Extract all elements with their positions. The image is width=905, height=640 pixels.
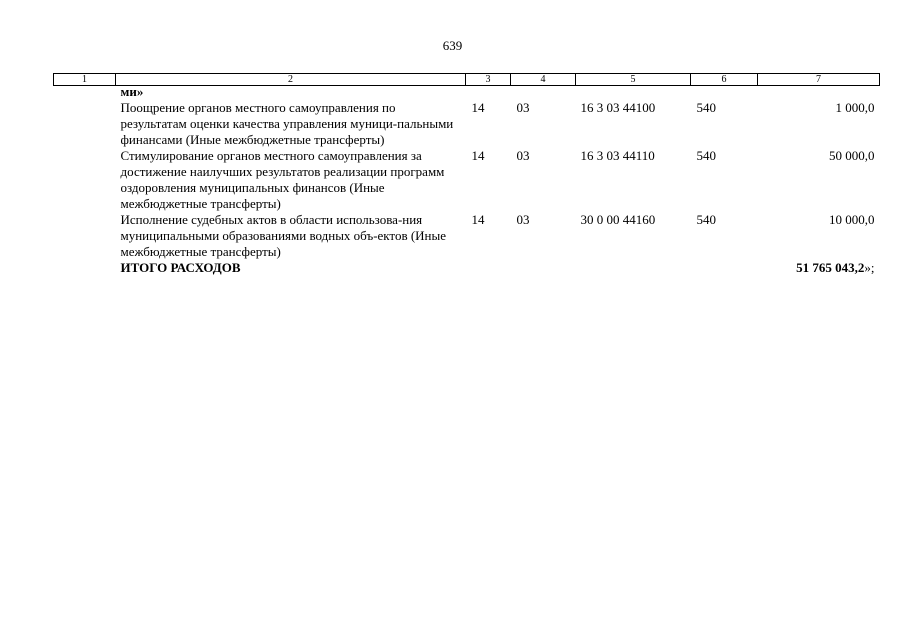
row-rz: 14 — [471, 212, 485, 227]
total-label: ИТОГО РАСХОДОВ — [120, 260, 241, 275]
header-col-6: 6 — [691, 74, 758, 86]
header-col-5: 5 — [576, 74, 691, 86]
continuation-text: ми» — [120, 84, 144, 99]
row-amount: 10 000,0 — [829, 212, 875, 227]
total-suffix: »; — [864, 260, 875, 275]
total-row — [54, 260, 880, 276]
row-csr: 16 3 03 44110 — [580, 148, 655, 163]
header-col-4: 4 — [511, 74, 576, 86]
table-row — [54, 148, 880, 212]
header-col-1: 1 — [54, 74, 116, 86]
table-row — [54, 100, 880, 148]
row-rz: 14 — [471, 148, 485, 163]
row-rz: 14 — [471, 100, 485, 115]
header-col-3: 3 — [466, 74, 511, 86]
header-col-2: 2 — [116, 74, 466, 86]
row-pr: 03 — [516, 100, 530, 115]
row-description: Стимулирование органов местного самоуправления за достижение наилучших результатов реализации программ оздоровления муниципальных финансов (Иные межбюджетные трансферты) — [120, 148, 445, 211]
header-col-7: 7 — [758, 74, 880, 86]
budget-table — [53, 73, 880, 276]
row-vr: 540 — [696, 148, 716, 163]
row-vr: 540 — [696, 212, 716, 227]
table-header — [54, 74, 880, 86]
row-description: Исполнение судебных актов в области использова-ния муниципальными образованиями водных объ-ектов (Иные межбюджетные трансферты) — [120, 212, 447, 259]
row-amount: 1 000,0 — [835, 100, 875, 115]
header-row — [54, 74, 880, 86]
total-amount: 51 765 043,2 — [796, 260, 865, 275]
row-description: Поощрение органов местного самоуправления по результатам оценки качества управления муници-пальными финансами (Иные межбюджетные трансферты) — [120, 100, 454, 147]
row-csr: 16 3 03 44100 — [580, 100, 656, 115]
row-vr: 540 — [696, 100, 716, 115]
total-amount-cell — [758, 260, 880, 276]
row-pr: 03 — [516, 148, 530, 163]
row-amount: 50 000,0 — [829, 148, 875, 163]
row-csr: 30 0 00 44160 — [580, 212, 656, 227]
page-number: 639 — [442, 38, 463, 53]
table-row — [54, 212, 880, 260]
row-pr: 03 — [516, 212, 530, 227]
continuation-row — [54, 86, 880, 101]
